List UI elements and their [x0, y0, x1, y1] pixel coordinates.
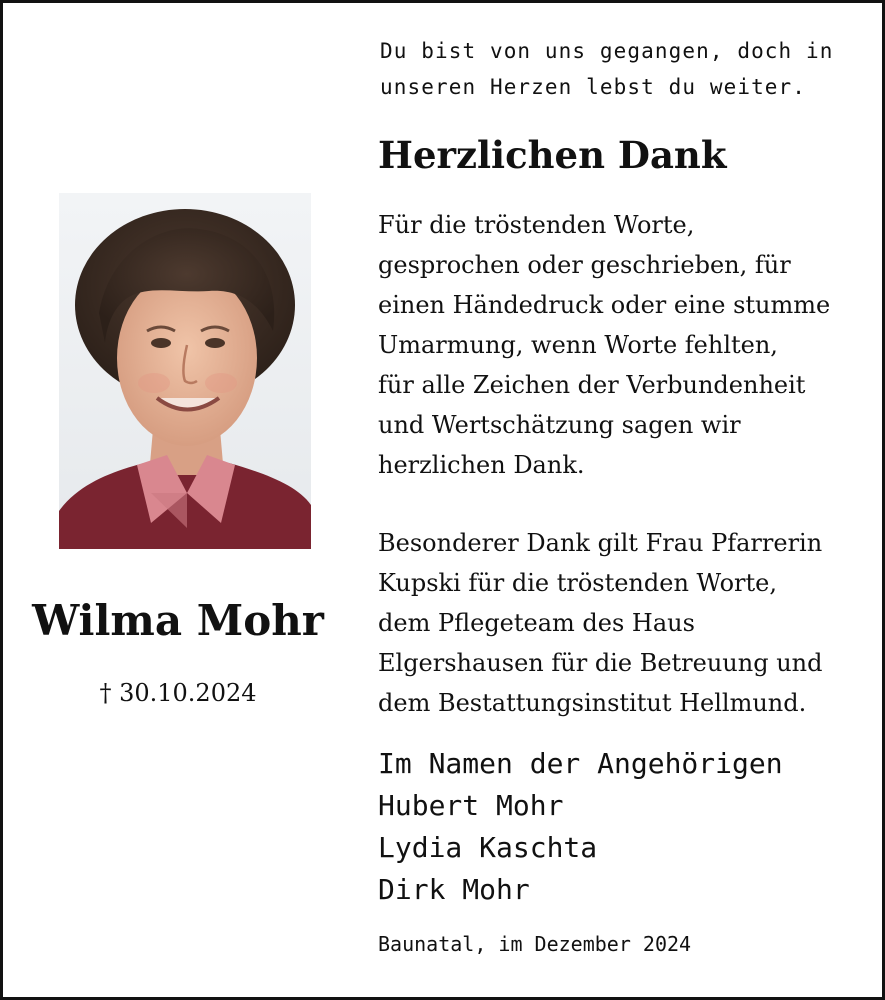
deceased-name: Wilma Mohr	[32, 596, 324, 645]
place-date: Baunatal, im Dezember 2024	[378, 932, 692, 956]
death-date: † 30.10.2024	[99, 679, 257, 707]
thanks-paragraph: Für die tröstenden Worte, gesprochen oder geschrieben, für einen Händedruck oder eine stumme Umarmung, wenn Worte fehlten, für alle Zeichen der Verbundenheit und Wertschätzung sagen wir herzlichen Dank.	[378, 211, 831, 479]
motto-text: Du bist von uns gegangen, doch in unseren Herzen lebst du weiter.	[380, 39, 834, 99]
special-thanks-paragraph: Besonderer Dank gilt Frau Pfarrerin Kupski für die tröstenden Worte, dem Pflegeteam des Haus Elgershausen für die Betreuung und dem Bestattungsinstitut Hellmund.	[378, 529, 823, 717]
headline: Herzlichen Dank	[378, 133, 727, 177]
portrait-illustration	[59, 193, 311, 549]
signature-block: Im Namen der Angehörigen Hubert Mohr Lydia Kaschta Dirk Mohr	[378, 747, 783, 906]
portrait-photo	[59, 193, 311, 549]
